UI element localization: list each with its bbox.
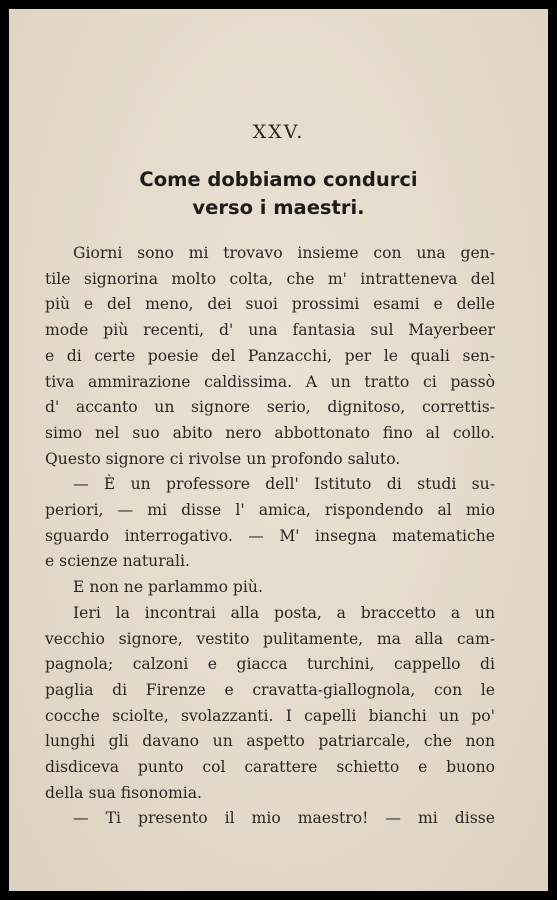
text-line: disdiceva punto col carattere schietto e buono [45,758,495,777]
text-line: — È un professore dell' Istituto di studi su- [73,475,495,494]
text-line: lunghi gli davano un aspetto patriarcale, che non [45,732,495,751]
text-line: Questo signore ci rivolse un profondo saluto. [45,449,401,468]
body-text [45,241,495,832]
text-line: — Ti presento il mio maestro! — mi disse [73,809,495,828]
text-line: sguardo interrogativo. — M' insegna matematiche [45,526,495,545]
text-line: e di certe poesie del Panzacchi, per le quali sen- [45,346,495,365]
text-line: più e del meno, dei suoi prossimi esami e delle [45,295,495,314]
text-line: tiva ammirazione caldissima. A un tratto ci passò [45,372,495,391]
text-line: simo nel suo abito nero abbottonato fino al collo. [45,423,495,442]
chapter-number: XXV. [252,121,305,143]
text-line: vecchio signore, vestito pulitamente, ma alla cam- [45,629,495,648]
text-line: cocche sciolte, svolazzanti. I capelli bianchi un po' [45,706,495,725]
text-line: Ieri la incontrai alla posta, a braccetto a un [73,603,495,622]
text-line: d' accanto un signore serio, dignitoso, correttis- [45,398,495,417]
text-line: tile signorina molto colta, che m' intratteneva del [45,269,495,288]
chapter-title-line: Come dobbiamo condurci [139,168,418,191]
chapter-title [9,166,548,222]
text-line: Giorni sono mi trovavo insieme con una gen- [73,244,495,262]
text-line: e scienze naturali. [45,552,190,571]
text-line: mode più recenti, d' una fantasia sul Mayerbeer [45,321,495,340]
text-line: pagnola; calzoni e giacca turchini, cappello di [45,655,495,674]
book-page [9,9,548,891]
text-line: periori, — mi disse l' amica, rispondendo al mio [45,501,495,520]
text-line: della sua fisonomia. [45,783,202,802]
chapter-title-line: verso i maestri. [192,196,365,219]
text-line: E non ne parlammo più. [73,578,263,597]
text-line: paglia di Firenze e cravatta-giallognola, con le [45,680,495,699]
